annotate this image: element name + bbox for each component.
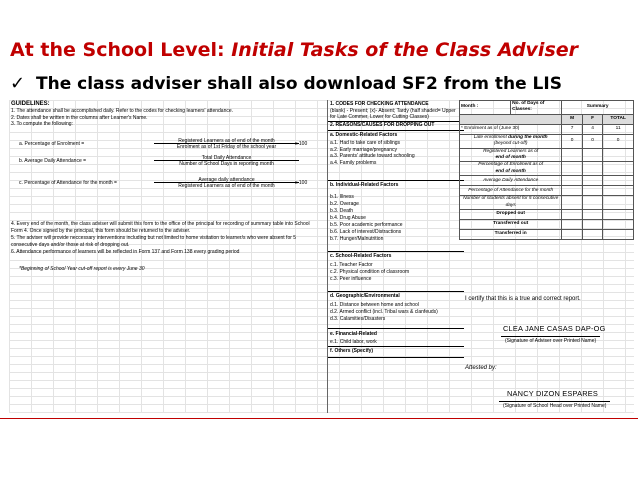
slide-title bbox=[10, 38, 630, 62]
cell bbox=[582, 230, 602, 240]
header-blank bbox=[460, 114, 562, 124]
cell bbox=[603, 220, 634, 230]
formula-enrolment bbox=[19, 138, 323, 150]
enrolment-label: * Enrolment as of (June 30) bbox=[460, 124, 562, 134]
guidelines-header: GUIDELINES: bbox=[11, 101, 50, 107]
formula-label: a. Percentage of Enrolment = bbox=[19, 141, 85, 147]
reason-item: c.3. Peer influence bbox=[330, 276, 372, 282]
transferred-out-label: Transferred out bbox=[460, 220, 562, 230]
cell bbox=[582, 186, 602, 196]
male-header: M bbox=[562, 114, 582, 124]
month-label: Month : bbox=[460, 101, 511, 115]
guideline-line: 3. To compute the following: bbox=[11, 121, 73, 127]
cell bbox=[603, 186, 634, 196]
code-line: (blank) - Present; (x)- Absent; Tardy (half shaded= Upper bbox=[330, 108, 456, 114]
cell bbox=[603, 148, 634, 162]
divider bbox=[328, 357, 464, 358]
formula-average-attendance bbox=[19, 155, 323, 167]
registered-label-b: end of month bbox=[495, 155, 526, 161]
formula-label: c. Percentage of Attendance for the month = bbox=[19, 180, 117, 186]
cell bbox=[582, 210, 602, 220]
title-italic: Initial Tasks of the Class Adviser bbox=[231, 39, 579, 61]
transferred-in-label: Transferred in bbox=[460, 230, 562, 240]
formula-denominator: Enrolment as of 1st Friday of the school year bbox=[176, 144, 277, 150]
group-title: e. Financial-Related bbox=[330, 331, 377, 337]
reason-item: b.3. Death bbox=[330, 208, 354, 214]
adviser-name: CLEA JANE CASAS DAP-OG bbox=[503, 324, 606, 333]
reason-item: a.3. Parents' attitude toward schooling bbox=[330, 153, 415, 159]
summary-section bbox=[459, 100, 634, 413]
reason-item: a.1. Had to take care of siblings bbox=[330, 140, 401, 146]
female-header: F bbox=[582, 114, 602, 124]
formula-numerator: Registered Learners as of end of the month bbox=[154, 138, 299, 144]
guidelines-section bbox=[9, 100, 323, 413]
registered-label-a: Registered Learners as of bbox=[483, 148, 539, 154]
cell bbox=[582, 220, 602, 230]
reasons-title: 2. REASONS/CAUSES FOR DROPPING OUT bbox=[330, 122, 435, 128]
formula-fraction bbox=[154, 155, 299, 167]
days-label: No. of Days of Classes: bbox=[511, 101, 562, 115]
late-label-a: Late enrollment bbox=[473, 134, 507, 140]
cell bbox=[562, 186, 582, 196]
pct-attendance-label: Percentage of Attendance for the month bbox=[460, 186, 562, 196]
absent-b: days bbox=[505, 202, 516, 208]
guideline-note: 4. Every end of the month, the class adviser will submit this form to the office of the principal for recording of summary table into School bbox=[11, 221, 310, 227]
group-title: b. Individual-Related Factors bbox=[330, 182, 399, 188]
cell bbox=[582, 176, 602, 186]
registered-label bbox=[460, 148, 562, 162]
cell bbox=[582, 162, 602, 176]
divider bbox=[328, 180, 464, 181]
summary-label: Summary bbox=[562, 101, 634, 115]
cell bbox=[562, 162, 582, 176]
late-female: 0 bbox=[582, 134, 602, 148]
divider bbox=[328, 130, 464, 131]
certification-text: I certify that this is a true and correct report. bbox=[465, 296, 581, 302]
reason-item: c.1. Teacher Factor bbox=[330, 262, 373, 268]
guideline-note: consecutive days and/or those at risk of dropping out. bbox=[11, 242, 130, 248]
bullet-text: The class adviser shall also download SF2 from the LIS bbox=[36, 74, 562, 94]
cell bbox=[562, 176, 582, 186]
sf2-form-image bbox=[9, 100, 634, 413]
guideline-note: 5. The adviser will provide neccessary interventions including but not limited to home visitation to learner/s who were absent for 5 bbox=[11, 235, 297, 241]
group-title: f. Others (Specify) bbox=[330, 348, 374, 354]
reason-item: a.4. Family problems bbox=[330, 159, 377, 166]
dropped-label: Dropped out bbox=[460, 210, 562, 220]
code-line: for Late Commer, Lower for Cutting Classes) bbox=[330, 114, 429, 120]
pct-enrolment-label bbox=[460, 162, 562, 176]
formula-denominator: Number of School Days in reporting month bbox=[179, 161, 274, 167]
guideline-line: 1. The attendance shall be accomplished daily. Refer to the codes for checking learners' attendance. bbox=[11, 108, 234, 114]
cell bbox=[582, 196, 602, 210]
cell bbox=[582, 148, 602, 162]
footer-divider bbox=[0, 418, 638, 419]
formula-fraction bbox=[154, 138, 299, 150]
reason-item: a.2. Early marriage/pregnancy bbox=[330, 146, 397, 153]
codes-title: 1. CODES FOR CHECKING ATTENDANCE bbox=[330, 101, 429, 107]
head-caption: (Signature of School Head over Printed Name) bbox=[499, 401, 610, 409]
reason-item: b.1. Illness bbox=[330, 194, 354, 200]
reason-item: b.2. Overage bbox=[330, 201, 359, 207]
group-title: a. Domestic-Related Factors bbox=[330, 132, 398, 138]
absent-label bbox=[460, 196, 562, 210]
cell bbox=[562, 220, 582, 230]
group-title: d. Geographic/Environmental bbox=[330, 293, 400, 299]
late-total: 0 bbox=[603, 134, 634, 148]
cell bbox=[603, 162, 634, 176]
head-name: NANCY DIZON ESPARES bbox=[507, 389, 598, 398]
reason-item: e.1. Child labor, work bbox=[330, 339, 377, 345]
cell bbox=[603, 196, 634, 210]
reason-item: d.3. Calamities/Disasters bbox=[330, 316, 386, 322]
guideline-footnote: *Beginning of School Year cut-off report is every June 30 bbox=[19, 266, 145, 272]
reason-item: b.4. Drug Abuse bbox=[330, 215, 366, 221]
formula-multiplier: x 100 bbox=[295, 141, 308, 147]
divider bbox=[328, 291, 464, 292]
formula-multiplier: x 100 bbox=[295, 180, 308, 186]
formula-numerator: Total Daily Attendance bbox=[154, 155, 299, 161]
guideline-note: Form 4. Once signed by the principal, this form should be returned to the adviser. bbox=[11, 228, 191, 234]
formula-label: b. Average Daily Attendance = bbox=[19, 158, 87, 164]
formula-fraction bbox=[154, 177, 299, 189]
reason-item: b.7. Hunger/Malnutrition bbox=[330, 236, 384, 242]
summary-table bbox=[459, 100, 634, 240]
pct-enrol-a: Percentage of Enrolment as of bbox=[478, 162, 544, 168]
late-label-b: during the month bbox=[508, 134, 548, 140]
reason-item: b.6. Lack of interest/Distractions bbox=[330, 229, 402, 235]
enrolment-male: 7 bbox=[562, 124, 582, 134]
reason-item: d.2. Armed conflict (incl. Tribal wars & clanfeuds) bbox=[330, 309, 438, 315]
cell bbox=[562, 210, 582, 220]
title-plain: At the School Level: bbox=[10, 39, 232, 61]
formula-denominator: Registered Learners as of end of the month bbox=[178, 183, 275, 189]
cell bbox=[562, 196, 582, 210]
checkmark-icon: ✓ bbox=[10, 73, 26, 94]
cell bbox=[562, 230, 582, 240]
cell bbox=[603, 176, 634, 186]
pct-enrol-b: end of month bbox=[495, 168, 526, 174]
adviser-caption: (Signature of Adviser over Printed Name) bbox=[501, 336, 600, 344]
divider bbox=[328, 328, 464, 329]
reason-item: b.5. Poor academic performance bbox=[330, 222, 403, 228]
cell bbox=[603, 230, 634, 240]
guideline-line: 2. Dates shall be written in the columns after Learner's Name. bbox=[11, 114, 148, 121]
cell bbox=[562, 148, 582, 162]
divider bbox=[328, 251, 464, 252]
formula-numerator: Average daily attendance bbox=[154, 177, 299, 183]
codes-section bbox=[327, 100, 463, 413]
absent-a: Number of students absent for 5 consecutive bbox=[463, 196, 559, 202]
bullet-point bbox=[10, 72, 634, 96]
formula-attendance-percentage bbox=[19, 177, 323, 189]
avg-daily-label: Average Daily Attendance bbox=[460, 176, 562, 186]
reason-item: d.1. Distance between home and school bbox=[330, 302, 419, 308]
divider bbox=[328, 346, 464, 347]
enrolment-female: 4 bbox=[582, 124, 602, 134]
enrolment-total: 11 bbox=[603, 124, 634, 134]
reason-item: c.2. Physical condition of classroom bbox=[330, 269, 410, 275]
attested-label: Attested by: bbox=[465, 365, 497, 371]
late-label-c: (beyond cut-off) bbox=[493, 141, 528, 147]
late-male: 0 bbox=[562, 134, 582, 148]
guideline-note: 6. Attendance performance of learners will be reflected in Form 137 and Form 138 every grading period bbox=[11, 249, 240, 255]
group-title: c. School-Related Factors bbox=[330, 253, 392, 259]
late-enrolment-label bbox=[460, 134, 562, 148]
total-header: TOTAL bbox=[603, 114, 634, 124]
cell bbox=[603, 210, 634, 220]
